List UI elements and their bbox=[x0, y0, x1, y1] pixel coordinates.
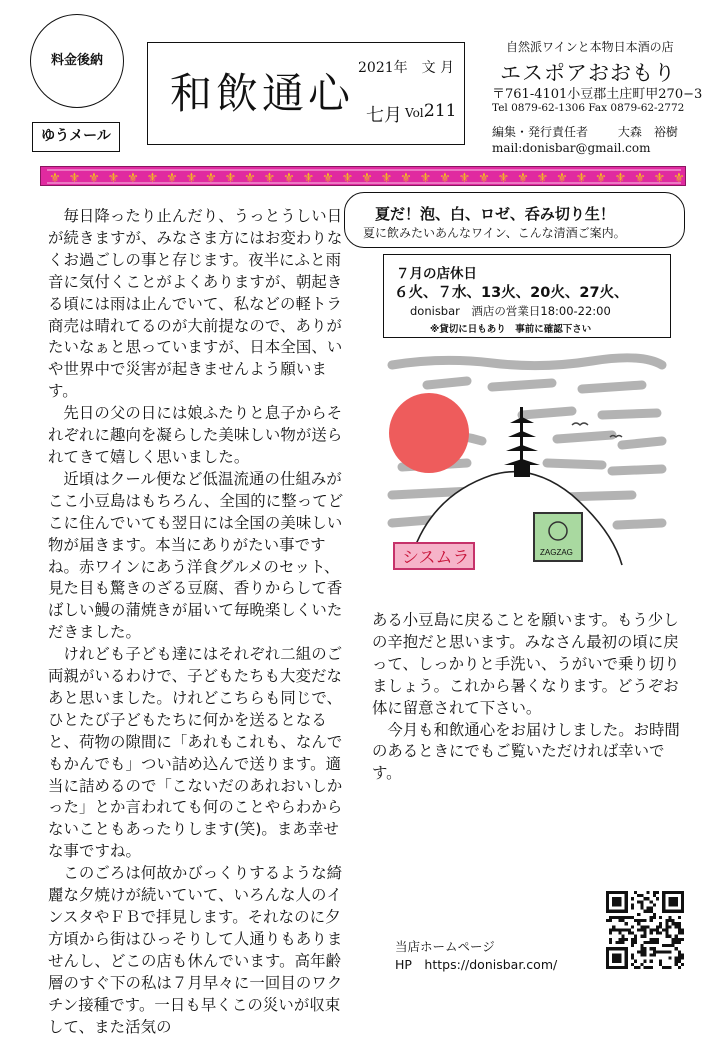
closing-paragraph-1: ある小豆島に戻ることを願います。もう少しの辛抱だと思います。みなさん最初の頃に戻って、しっかりと手洗い、うがいで乗り切りましょう。これから暑くなります。どうぞお体に留意されて下さい。 bbox=[372, 611, 680, 717]
svg-text:⚜: ⚜ bbox=[224, 171, 237, 186]
volume-number: 211 bbox=[424, 101, 457, 121]
sign-left-text: シスムラ bbox=[402, 548, 470, 567]
svg-text:⚜: ⚜ bbox=[653, 171, 666, 186]
issue-month: 七月 bbox=[366, 105, 402, 126]
editor-name: 大森 裕樹 bbox=[617, 125, 678, 139]
svg-text:⚜: ⚜ bbox=[614, 171, 627, 186]
svg-text:⚜: ⚜ bbox=[127, 171, 139, 186]
editor-label: 編集・発行責任者 bbox=[492, 125, 589, 139]
reservation-note: ※貸切に日もあり 事前に確認下さい bbox=[430, 324, 592, 335]
summer-announcement-box bbox=[344, 192, 685, 248]
closing-article bbox=[372, 610, 692, 785]
article-paragraph-4: けれども子ども達にはそれぞれ二組のご両親がいるわけで、子どもたちも大変だなあと思いました。けれどこちらも同じで、ひとたび子どもたちに何かを送るとなると、荷物の隙間に「あれもこれも、なんでもかんでも」つい詰め込んで送ります。適当に詰めるので「こないだのあれおいしかった」とか言われても何のことやらわからないこともあったりします(笑)。まあ幸せな事ですね。 bbox=[48, 645, 343, 861]
svg-text:⚜: ⚜ bbox=[478, 171, 490, 186]
svg-text:⚜: ⚜ bbox=[244, 171, 256, 186]
holiday-days: ６火、７水、13火、20火、27火、 bbox=[394, 285, 629, 301]
svg-text:⚜: ⚜ bbox=[575, 171, 588, 186]
shop-tagline: 自然派ワインと本物日本酒の店 bbox=[506, 40, 674, 54]
sunset-island-drawing bbox=[372, 345, 672, 607]
volume-prefix: Vol. bbox=[405, 106, 428, 120]
article-paragraph-2: 先日の父の日には娘ふたりと息子からそれぞれに趣向を凝らした美味しい物が送られてきて嬉しく思いました。 bbox=[48, 404, 343, 466]
newsletter-title: 和飲通心 bbox=[170, 69, 355, 118]
svg-text:⚜: ⚜ bbox=[205, 171, 217, 186]
holiday-box bbox=[383, 254, 671, 338]
svg-text:⚜: ⚜ bbox=[107, 171, 120, 186]
svg-text:⚜: ⚜ bbox=[556, 171, 568, 186]
fleur-pattern-icon bbox=[41, 167, 687, 187]
homepage-url[interactable]: HP https://donisbar.com/ bbox=[395, 957, 558, 972]
svg-text:⚜: ⚜ bbox=[283, 171, 295, 186]
article-paragraph-3: 近頃はクール便など低温流通の仕組みがここ小豆島はもちろん、全国的に整ってどこに住んでいても翌日には全国の美味しい物が届きます。本当にありがたい事ですね。赤ワインにあう洋食グルメのセット、見た目も驚きのざる豆腐、香りからして香ばしい鰻の蒲焼きが届いて毎晩楽しくいただきました。 bbox=[48, 469, 344, 642]
shop-email[interactable]: mail:donisbar@gmail.com bbox=[492, 141, 651, 155]
svg-text:⚜: ⚜ bbox=[166, 171, 178, 186]
svg-text:⚜: ⚜ bbox=[88, 171, 100, 186]
svg-text:⚜: ⚜ bbox=[634, 171, 646, 186]
summer-subtitle: 夏に飲みたいあんなワイン、こんな清酒ご案内。 bbox=[363, 226, 626, 240]
svg-text:⚜: ⚜ bbox=[595, 171, 607, 186]
svg-text:⚜: ⚜ bbox=[341, 171, 354, 186]
summer-title: 夏だ！泡、白、ロゼ、呑み切り生！ bbox=[375, 205, 615, 223]
mail-type-label: ゆうメール bbox=[32, 122, 120, 152]
svg-text:⚜: ⚜ bbox=[49, 171, 61, 186]
shop-phone-fax: Tel 0879-62-1306 Fax 0879-62-2772 bbox=[492, 102, 685, 114]
article-paragraph-5: このごろは何故かびっくりするような綺麗な夕焼けが続いていて、いろんな人のインスタやＦＢで拝見します。それなのに夕方頃から街はひっそりして人通りもありませんし、どこの店も休んでいます。高年齢層のすぐ下の私は７月早々に一回目のワクチン接種です。一日も早くこの災いが収束して、また活気の bbox=[48, 864, 343, 1036]
svg-text:⚜: ⚜ bbox=[322, 171, 334, 186]
svg-text:⚜: ⚜ bbox=[146, 171, 159, 186]
svg-text:⚜: ⚜ bbox=[439, 171, 451, 186]
shop-address: 〒761-4101小豆郡土庄町甲270−3 bbox=[492, 87, 703, 102]
masthead bbox=[147, 42, 465, 145]
postage-paid-stamp bbox=[30, 14, 124, 108]
issue-date: 2021年 文 月 bbox=[358, 60, 455, 76]
article-paragraph-1: 毎日降ったり止んだり、うっとうしい日が続きますが、みなさま方にはお変わりなくお過ごしの事と存じます。夜半にふと雨音に気付くことがよくありますが、朝起きる頃には雨は止んでいて、私などの軽トラ商売は晴れてるのが大前提なので、ありがたいなぁと思っていますが、日本全国、いや世界中で災害が起きませんよう願います。 bbox=[48, 207, 343, 401]
svg-text:⚜: ⚜ bbox=[185, 171, 198, 186]
svg-text:⚜: ⚜ bbox=[536, 171, 549, 186]
svg-text:⚜: ⚜ bbox=[458, 171, 471, 186]
svg-text:⚜: ⚜ bbox=[419, 171, 432, 186]
main-article bbox=[48, 206, 346, 1038]
postage-paid-label: 料金後納 bbox=[50, 53, 103, 68]
svg-text:⚜: ⚜ bbox=[302, 171, 315, 186]
svg-text:⚜: ⚜ bbox=[400, 171, 412, 186]
shop-name: エスポアおおもり bbox=[500, 61, 676, 85]
qr-code-icon[interactable] bbox=[606, 891, 684, 969]
svg-text:⚜: ⚜ bbox=[497, 171, 510, 186]
sign-right-text: ZAGZAG bbox=[540, 548, 573, 557]
svg-text:⚜: ⚜ bbox=[361, 171, 373, 186]
svg-text:⚜: ⚜ bbox=[517, 171, 529, 186]
svg-text:⚜: ⚜ bbox=[380, 171, 393, 186]
svg-text:⚜: ⚜ bbox=[263, 171, 276, 186]
bar-hours: donisbar 酒店の営業日18:00-22:00 bbox=[410, 304, 611, 318]
svg-text:⚜: ⚜ bbox=[673, 171, 685, 186]
holiday-title: ７月の店休日 bbox=[396, 266, 477, 282]
editor-line bbox=[492, 123, 678, 140]
sun-icon bbox=[389, 393, 469, 473]
decorative-band bbox=[40, 166, 686, 186]
homepage-label: 当店ホームページ bbox=[395, 939, 495, 954]
closing-paragraph-2: 今月も和飲通心をお届けしました。お時間のあるときにでもご覧いただければ幸いです。 bbox=[372, 720, 680, 783]
svg-text:⚜: ⚜ bbox=[68, 171, 81, 186]
